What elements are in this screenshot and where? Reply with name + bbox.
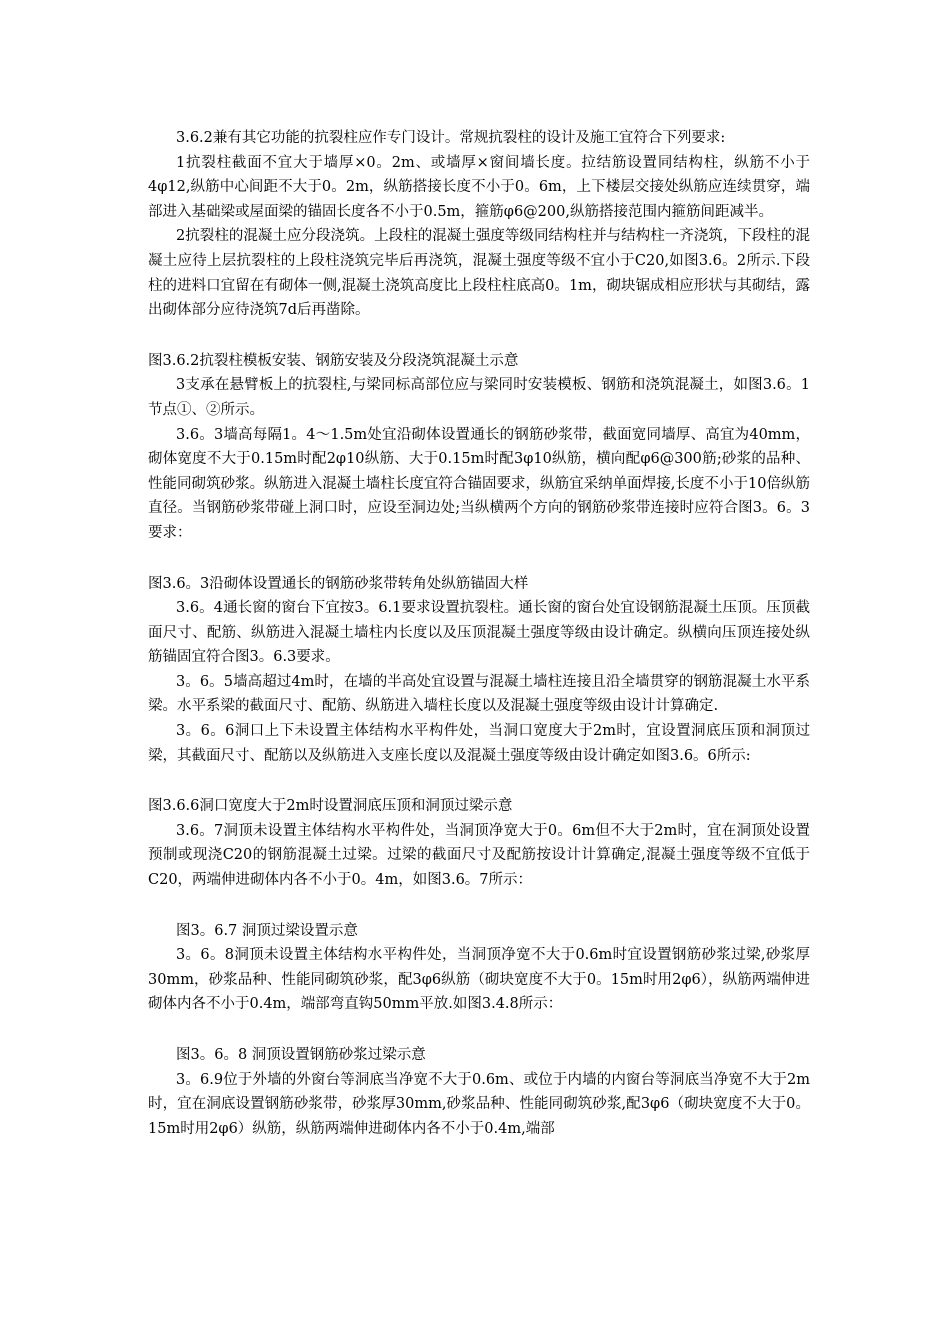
paragraph-3-6-8: 3。6。8洞顶未设置主体结构水平构件处，当洞顶净宽不大于0.6m时宜设置钢筋砂浆过梁,砂浆厚30mm，砂浆品种、性能同砌筑砂浆，配3φ6纵筋（砌块宽度不大于0。15m时用2φ6），纵筋两端伸进砌体内各不小于0.4m，端部弯直钩50mm平放.如图3.4.8所示： <box>148 947 810 1013</box>
paragraph-item-1: 1抗裂柱截面不宜大于墙厚×0。2m、或墙厚×窗间墙长度。拉结筋设置同结构柱，纵筋不小于4φ12,纵筋中心间距不大于0。2m，纵筋搭接长度不小于0。6m，上下楼层交接处纵筋应连续贯穿，端部进入基础梁或屋面梁的锚固长度各不小于0.5m，箍筋φ6@200,纵筋搭接范围内箍筋间距减半。 <box>148 154 810 220</box>
figure-caption-3-6-7: 图3。6.7 洞顶过梁设置示意 <box>176 922 358 939</box>
paragraph-3-6-7: 3.6。7洞顶未设置主体结构水平构件处，当洞顶净宽大于0。6m但不大于2m时，宜在洞顶处设置预制或现浇C20的钢筋混凝土过梁。过梁的截面尺寸及配筋按设计计算确定,混凝土强度等级不宜低于C20，两端伸进砌体内各不小于0。4m，如图3.6。7所示： <box>148 822 810 889</box>
figure-caption-3-6-2: 图3.6.2抗裂柱模板安装、钢筋安装及分段浇筑混凝土示意 <box>148 352 519 369</box>
figure-caption-3-6-8: 图3。6。8 洞顶设置钢筋砂浆过梁示意 <box>176 1047 426 1063</box>
figure-gap <box>148 1017 810 1043</box>
paragraph-item-3: 3支承在悬臂板上的抗裂柱,与梁同标高部位应与梁同时安装模板、钢筋和浇筑混凝土，如图3.6。1节点①、②所示。 <box>148 377 810 418</box>
figure-gap <box>148 323 810 349</box>
figure-gap <box>148 893 810 919</box>
figure-caption-3-6-3: 图3.6。3沿砌体设置通长的钢筋砂浆带转角处纵筋锚固大样 <box>148 575 529 592</box>
figure-caption-3-6-6: 图3.6.6洞口宽度大于2m时设置洞底压顶和洞顶过梁示意 <box>148 798 513 815</box>
paragraph-3-6-3: 3.6。3墙高每隔1。4～1.5m处宜沿砌体设置通长的钢筋砂浆带，截面宽同墙厚、高宜为40mm，砌体宽度不大于0.15m时配2φ10纵筋、大于0.15m时配3φ10纵筋，横向配φ6@300筋;砂浆的品种、性能同砌筑砂浆。纵筋进入混凝土墙柱长度宜符合锚固要求，纵筋宜采纳单面焊接,长度不小于10倍纵筋直径。当钢筋砂浆带碰上洞口时，应设至洞边处;当纵横两个方向的钢筋砂浆带连接时应符合图3。6。3要求： <box>148 426 810 541</box>
paragraph-item-2: 2抗裂柱的混凝土应分段浇筑。上段柱的混凝土强度等级同结构柱并与结构柱一齐浇筑，下段柱的混凝土应待上层抗裂柱的上段柱浇筑完毕后再浇筑，混凝土强度等级不宜小于C20,如图3.6。2所示.下段柱的进料口宜留在有砌体一侧,混凝土浇筑高度比上段柱柱底高0。1m，砌块锯成相应形状与其砌结，露出砌体部分应待浇筑7d后再凿除。 <box>148 228 810 319</box>
figure-gap <box>148 546 810 572</box>
paragraph-3-6-6: 3。6。6洞口上下未设置主体结构水平构件处，当洞口宽度大于2m时，宜设置洞底压顶和洞顶过梁，其截面尺寸、配筋以及纵筋进入支座长度以及混凝土强度等级由设计确定如图3.6。6所示: <box>148 723 810 764</box>
paragraph-3-6-9: 3。6.9位于外墙的外窗台等洞底当净宽不大于0.6m、或位于内墙的内窗台等洞底当净宽不大于2m时，宜在洞底设置钢筋砂浆带，砂浆厚30mm,砂浆品种、性能同砌筑砂浆,配3φ6（砌块宽度不大于0。15m时用2φ6）纵筋，纵筋两端伸进砌体内各不小于0.4m,端部 <box>148 1071 810 1137</box>
paragraph-3-6-4: 3.6。4通长窗的窗台下宜按3。6.1要求设置抗裂柱。通长窗的窗台处宜设钢筋混凝土压顶。压顶截面尺寸、配筋、纵筋进入混凝土墙柱内长度以及压顶混凝土强度等级由设计确定。纵横向压顶连接处纵筋锚固宜符合图3。6.3要求。 <box>148 600 810 666</box>
paragraph-3-6-5: 3。6。5墙高超过4m时，在墙的半高处宜设置与混凝土墙柱连接且沿全墙贯穿的钢筋混凝土水平系梁。水平系梁的截面尺寸、配筋、纵筋进入墙柱长度以及混凝土强度等级由设计计算确定. <box>148 673 810 715</box>
paragraph-3-6-2-intro: 3.6.2兼有其它功能的抗裂柱应作专门设计。常规抗裂柱的设计及施工宜符合下列要求: <box>176 130 726 146</box>
figure-gap <box>148 768 810 794</box>
